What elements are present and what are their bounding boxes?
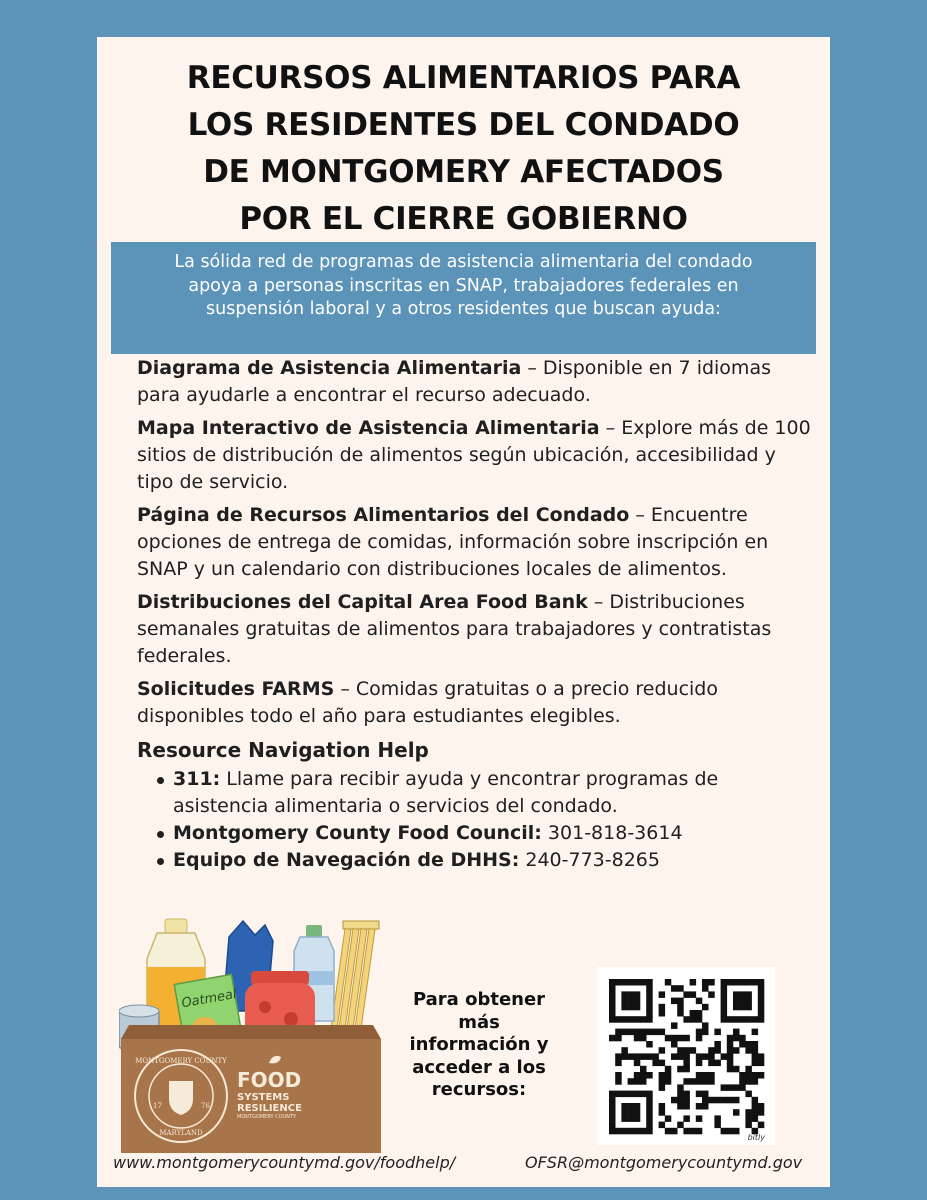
resource-name[interactable]: Mapa Interactivo de Asistencia Alimentaria [137,417,600,439]
more-info-callout [404,989,554,1102]
title-line: POR EL CIERRE GOBIERNO [239,201,688,237]
qr-code[interactable] [597,967,775,1145]
resource-desc: – Encuentre opciones de entrega de comidas, información sobre inscripción en SNAP y un calendario con distribuciones locales de alimentos. [137,504,769,580]
resource-desc: – Distribuciones semanales gratuitas de alimentos para trabajadores y contratistas federales. [137,591,772,667]
resource-desc: – Comidas gratuitas o a precio reducido disponibles todo el año para estudiantes elegibles. [137,678,718,727]
resource-item [137,676,817,730]
flyer-title [97,55,830,243]
contact-label: Montgomery County Food Council: [173,822,542,844]
resource-item [137,502,817,583]
seal-bottom-text: MARYLAND [159,1129,203,1137]
contact-phone[interactable]: 301-818-3614 [541,822,683,844]
cta-line: más [458,1011,500,1033]
qr-code-icon [597,967,775,1145]
resource-desc: – Explore más de 100 sitios de distribución de alimentos según ubicación, accesibilidad y tipo de servicio. [137,417,811,493]
list-item [155,766,817,820]
resource-item [137,589,817,670]
resource-item [137,415,817,496]
resource-desc: – Disponible en 7 idiomas para ayudarle a encontrar el recurso adecuado. [137,357,771,406]
flyer [97,37,830,1187]
resource-name[interactable]: Solicitudes FARMS [137,678,335,700]
navigation-help-list [137,766,817,874]
cta-line: recursos: [431,1079,527,1100]
logo-resilience: RESILIENCE [237,1103,302,1114]
list-item [155,847,817,874]
title-line: LOS RESIDENTES DEL CONDADO [187,107,740,143]
navigation-help-heading: Resource Navigation Help [137,738,429,762]
county-seal-icon [135,1050,227,1142]
resource-item [137,355,817,409]
resource-name[interactable]: Distribuciones del Capital Area Food Bank [137,591,588,613]
contact-phone[interactable]: 240-773-8265 [519,849,660,871]
cta-line: Para obtener [412,989,546,1010]
resource-name[interactable]: Página de Recursos Alimentarios del Condado [137,504,630,526]
logo-food: FOOD [237,1068,302,1092]
website-link[interactable]: www.montgomerycountymd.gov/foodhelp/ [113,1153,456,1172]
seal-top-text: MONTGOMERY COUNTY [135,1057,227,1065]
seal-year-left: 17 [153,1102,162,1110]
intro-text: La sólida red de programas de asistencia alimentaria del condado apoya a personas inscritas en SNAP, trabajadores federales en suspensión laboral y a otros residentes que buscan ayuda: [174,252,753,319]
resource-name[interactable]: Diagrama de Asistencia Alimentaria [137,357,522,379]
resource-list [137,355,817,874]
logo-county: MONTGOMERY COUNTY [237,1114,297,1120]
contact-label: Equipo de Navegación de DHHS: [173,849,520,871]
oatmeal-label: Oatmeal [180,986,238,1012]
cta-line: información y [409,1034,549,1055]
title-line: RECURSOS ALIMENTARIOS PARA [186,60,741,96]
email-link[interactable]: OFSR@montgomerycountymd.gov [525,1153,803,1172]
grocery-box-illustration [119,915,389,1153]
seal-year-right: 76 [201,1102,210,1110]
logo-systems: SYSTEMS [237,1092,290,1103]
contact-label: 311: [173,768,221,790]
title-line: DE MONTGOMERY AFECTADOS [203,154,724,190]
cta-line: acceder a los [412,1056,546,1078]
contact-text: Llame para recibir ayuda y encontrar programas de asistencia alimentaria o servicios del condado. [173,768,719,817]
qr-label: bitly [747,1133,765,1142]
intro-banner [111,242,816,354]
pasta-icon [330,921,379,1038]
list-item [155,820,817,847]
